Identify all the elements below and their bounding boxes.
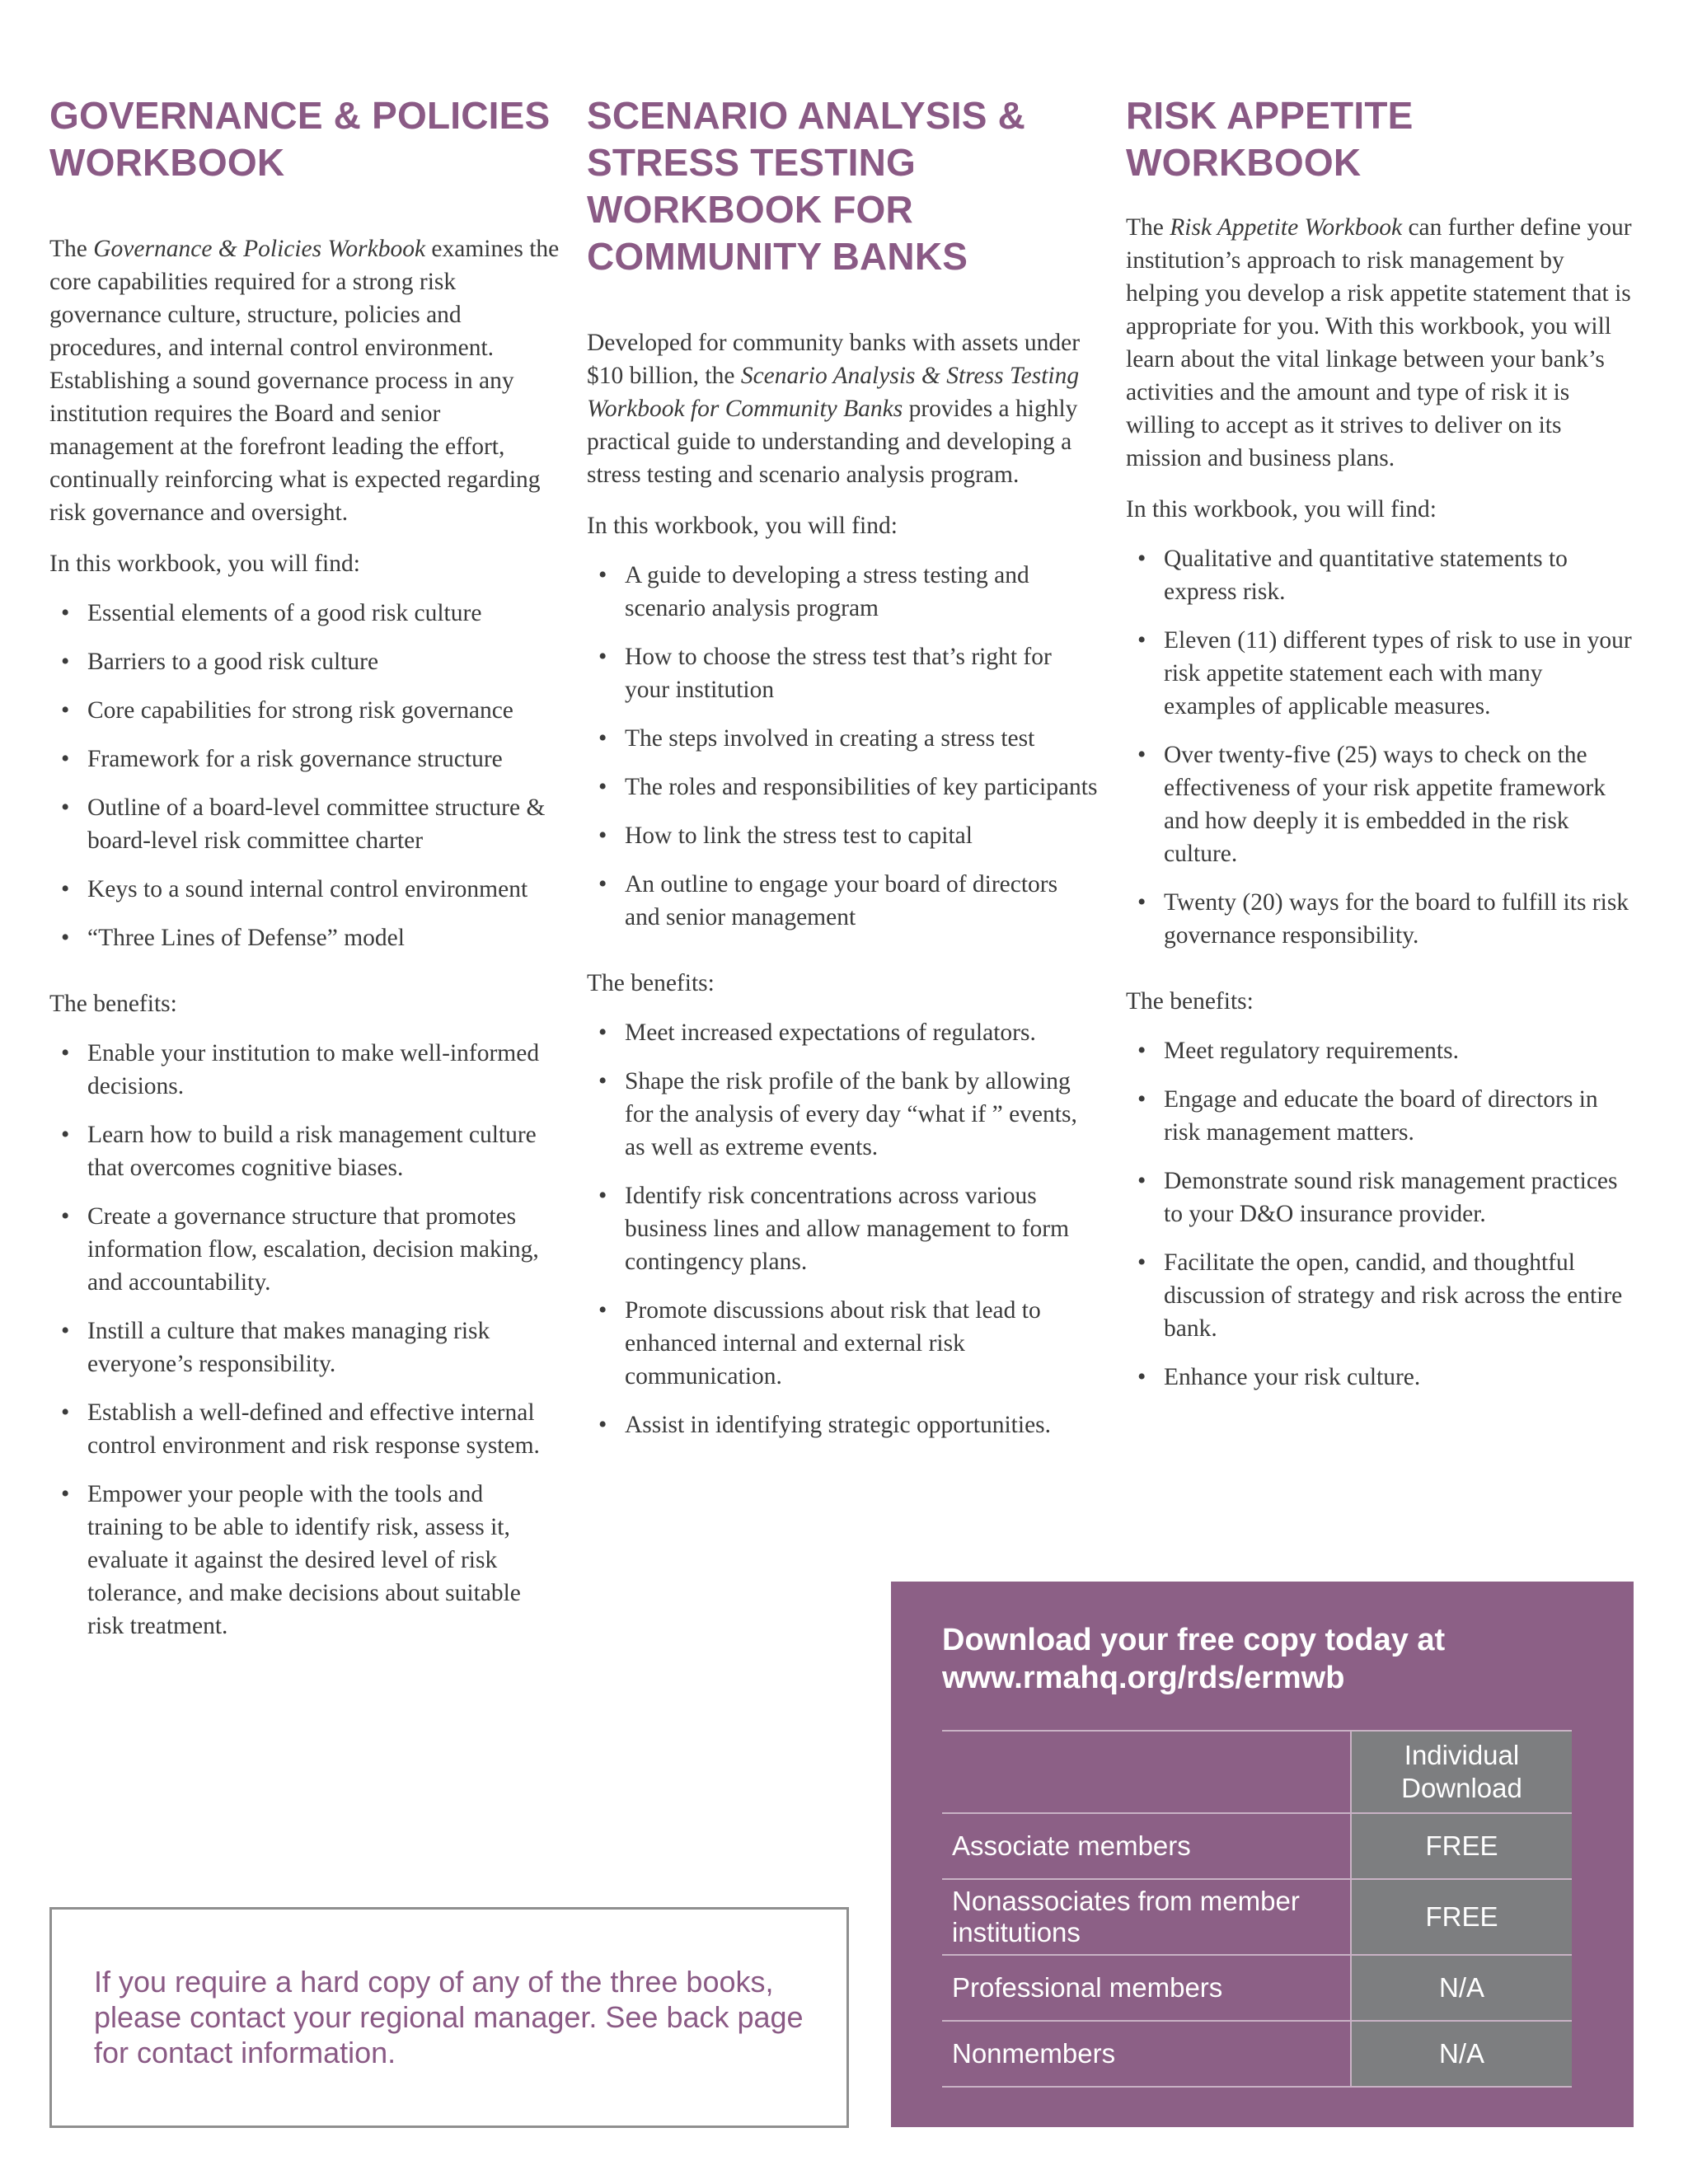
governance-workbook-section bbox=[49, 92, 560, 1658]
table-header-row bbox=[942, 1731, 1572, 1813]
list-item: • Facilitate the open, candid, and thoughtful discussion of strategy and risk across the entire bank. bbox=[1126, 1246, 1637, 1345]
intro-text: provides a highly practical guide to understanding and developing a stress testing and scenario analysis program. bbox=[587, 396, 1078, 488]
find-lead: In this workbook, you will find: bbox=[587, 513, 898, 539]
list-item: • Core capabilities for strong risk governance bbox=[49, 694, 560, 727]
benefits-list bbox=[1126, 1034, 1637, 1394]
stress-testing-workbook-section bbox=[587, 92, 1098, 1457]
list-item: • Outline of a board-level committee structure & board-level risk committee charter bbox=[49, 791, 560, 857]
table-row-price: FREE bbox=[1351, 1879, 1572, 1955]
list-item: • Assist in identifying strategic opportunities. bbox=[587, 1408, 1098, 1441]
section-title: SCENARIO ANALYSIS & STRESS TESTING WORKBOOK FOR COMMUNITY BANKS bbox=[587, 94, 1026, 278]
section-title: GOVERNANCE & POLICIES WORKBOOK bbox=[49, 94, 551, 184]
list-item: • Demonstrate sound risk management practices to your D&O insurance provider. bbox=[1126, 1165, 1637, 1230]
table-row-price: N/A bbox=[1351, 2021, 1572, 2087]
table-header-cell: Individual Download bbox=[1351, 1731, 1572, 1813]
pricing-table bbox=[942, 1730, 1572, 2088]
benefits-lead: The benefits: bbox=[49, 991, 177, 1017]
section-intro bbox=[587, 326, 1098, 491]
find-lead: In this workbook, you will find: bbox=[1126, 496, 1437, 523]
section-intro bbox=[1126, 211, 1637, 475]
list-item: • Meet increased expectations of regulators. bbox=[587, 1016, 1098, 1049]
list-item: • Enhance your risk culture. bbox=[1126, 1361, 1637, 1394]
list-item: • Keys to a sound internal control environment bbox=[49, 873, 560, 906]
list-item: • Barriers to a good risk culture bbox=[49, 645, 560, 678]
list-item: • Framework for a risk governance structure bbox=[49, 743, 560, 776]
section-title: RISK APPETITE WORKBOOK bbox=[1126, 94, 1414, 184]
list-item: • Establish a well-defined and effective internal control environment and risk response system. bbox=[49, 1396, 560, 1462]
find-list bbox=[49, 597, 560, 954]
download-heading[interactable]: Download your free copy today at www.rmahq.org/rds/ermwb bbox=[942, 1623, 1446, 1695]
list-item: • Learn how to build a risk management culture that overcomes cognitive biases. bbox=[49, 1118, 560, 1184]
find-list bbox=[1126, 542, 1637, 952]
list-item: • A guide to developing a stress testing and scenario analysis program bbox=[587, 559, 1098, 625]
table-row-label: Professional members bbox=[942, 1955, 1351, 2021]
table-row bbox=[942, 1955, 1572, 2021]
intro-prefix: Developed for community banks with assets under $10 billion, the bbox=[587, 330, 1081, 389]
list-item: • Engage and educate the board of directors in risk management matters. bbox=[1126, 1083, 1637, 1149]
benefits-lead: The benefits: bbox=[1126, 988, 1254, 1015]
list-item: • Empower your people with the tools and training to be able to identify risk, assess it, evaluate it against the desired level of risk tolerance, and make decisions about suitable risk treatment. bbox=[49, 1478, 560, 1643]
intro-text: examines the core capabilities required for a strong risk governance culture, structure, policies and procedures, and internal control environment. Establishing a sound governance process in any institution requires the Board and senior management at the forefront leading the effort, continually reinforcing what is expected regarding risk governance and oversight. bbox=[49, 236, 560, 526]
download-box bbox=[891, 1582, 1634, 2127]
list-item: • “Three Lines of Defense” model bbox=[49, 921, 560, 954]
list-item: • Shape the risk profile of the bank by allowing for the analysis of every day “what if ” events, as well as extreme events. bbox=[587, 1065, 1098, 1164]
table-row-price: N/A bbox=[1351, 1955, 1572, 2021]
hardcopy-notice-text: If you require a hard copy of any of the three books, please contact your regional manager. See back page for contact information. bbox=[94, 1965, 804, 2069]
list-item: • The roles and responsibilities of key participants bbox=[587, 771, 1098, 804]
table-row-label: Nonmembers bbox=[942, 2021, 1351, 2087]
benefits-lead: The benefits: bbox=[587, 970, 715, 996]
list-item: • Qualitative and quantitative statements to express risk. bbox=[1126, 542, 1637, 608]
table-row bbox=[942, 1879, 1572, 1955]
table-row-label: Associate members bbox=[942, 1813, 1351, 1879]
list-item: • How to link the stress test to capital bbox=[587, 819, 1098, 852]
table-row-label: Nonassociates from member institutions bbox=[942, 1879, 1351, 1955]
list-item: • An outline to engage your board of directors and senior management bbox=[587, 868, 1098, 934]
list-item: • Eleven (11) different types of risk to use in your risk appetite statement each with many examples of applicable measures. bbox=[1126, 624, 1637, 723]
list-item: • Instill a culture that makes managing risk everyone’s responsibility. bbox=[49, 1315, 560, 1380]
intro-prefix: The bbox=[49, 236, 94, 262]
section-intro bbox=[49, 232, 560, 529]
benefits-list bbox=[49, 1037, 560, 1643]
find-list bbox=[587, 559, 1098, 934]
table-row bbox=[942, 2021, 1572, 2087]
find-lead: In this workbook, you will find: bbox=[49, 551, 360, 577]
list-item: • Over twenty-five (25) ways to check on the effectiveness of your risk appetite framework and how deeply it is embedded in the risk culture. bbox=[1126, 738, 1637, 870]
hardcopy-notice-box bbox=[49, 1907, 849, 2128]
table-header-empty-cell bbox=[942, 1731, 1351, 1813]
list-item: • How to choose the stress test that’s right for your institution bbox=[587, 640, 1098, 706]
intro-text: can further define your institution’s approach to risk management by helping you develop a risk appetite statement that is appropriate for you. With this workbook, you will learn about the vital linkage between your bank’s activities and the amount and type of risk it is willing to accept as it strives to deliver on its mission and business plans. bbox=[1126, 214, 1632, 471]
benefits-list bbox=[587, 1016, 1098, 1441]
risk-appetite-workbook-section bbox=[1126, 92, 1637, 1409]
intro-book-title: Governance & Policies Workbook bbox=[93, 236, 426, 262]
list-item: • Essential elements of a good risk culture bbox=[49, 597, 560, 630]
list-item: • Twenty (20) ways for the board to fulfill its risk governance responsibility. bbox=[1126, 886, 1637, 952]
list-item: • Identify risk concentrations across various business lines and allow management to form contingency plans. bbox=[587, 1179, 1098, 1278]
intro-book-title: Scenario Analysis & Stress Testing Workbook for Community Banks bbox=[587, 363, 1080, 422]
table-row bbox=[942, 1813, 1572, 1879]
list-item: • Promote discussions about risk that lead to enhanced internal and external risk communication. bbox=[587, 1294, 1098, 1393]
list-item: • Enable your institution to make well-informed decisions. bbox=[49, 1037, 560, 1103]
list-item: • Meet regulatory requirements. bbox=[1126, 1034, 1637, 1067]
list-item: • Create a governance structure that promotes information flow, escalation, decision making, and accountability. bbox=[49, 1200, 560, 1299]
table-row-price: FREE bbox=[1351, 1813, 1572, 1879]
list-item: • The steps involved in creating a stress test bbox=[587, 722, 1098, 755]
intro-book-title: Risk Appetite Workbook bbox=[1170, 214, 1403, 241]
intro-prefix: The bbox=[1126, 214, 1170, 241]
